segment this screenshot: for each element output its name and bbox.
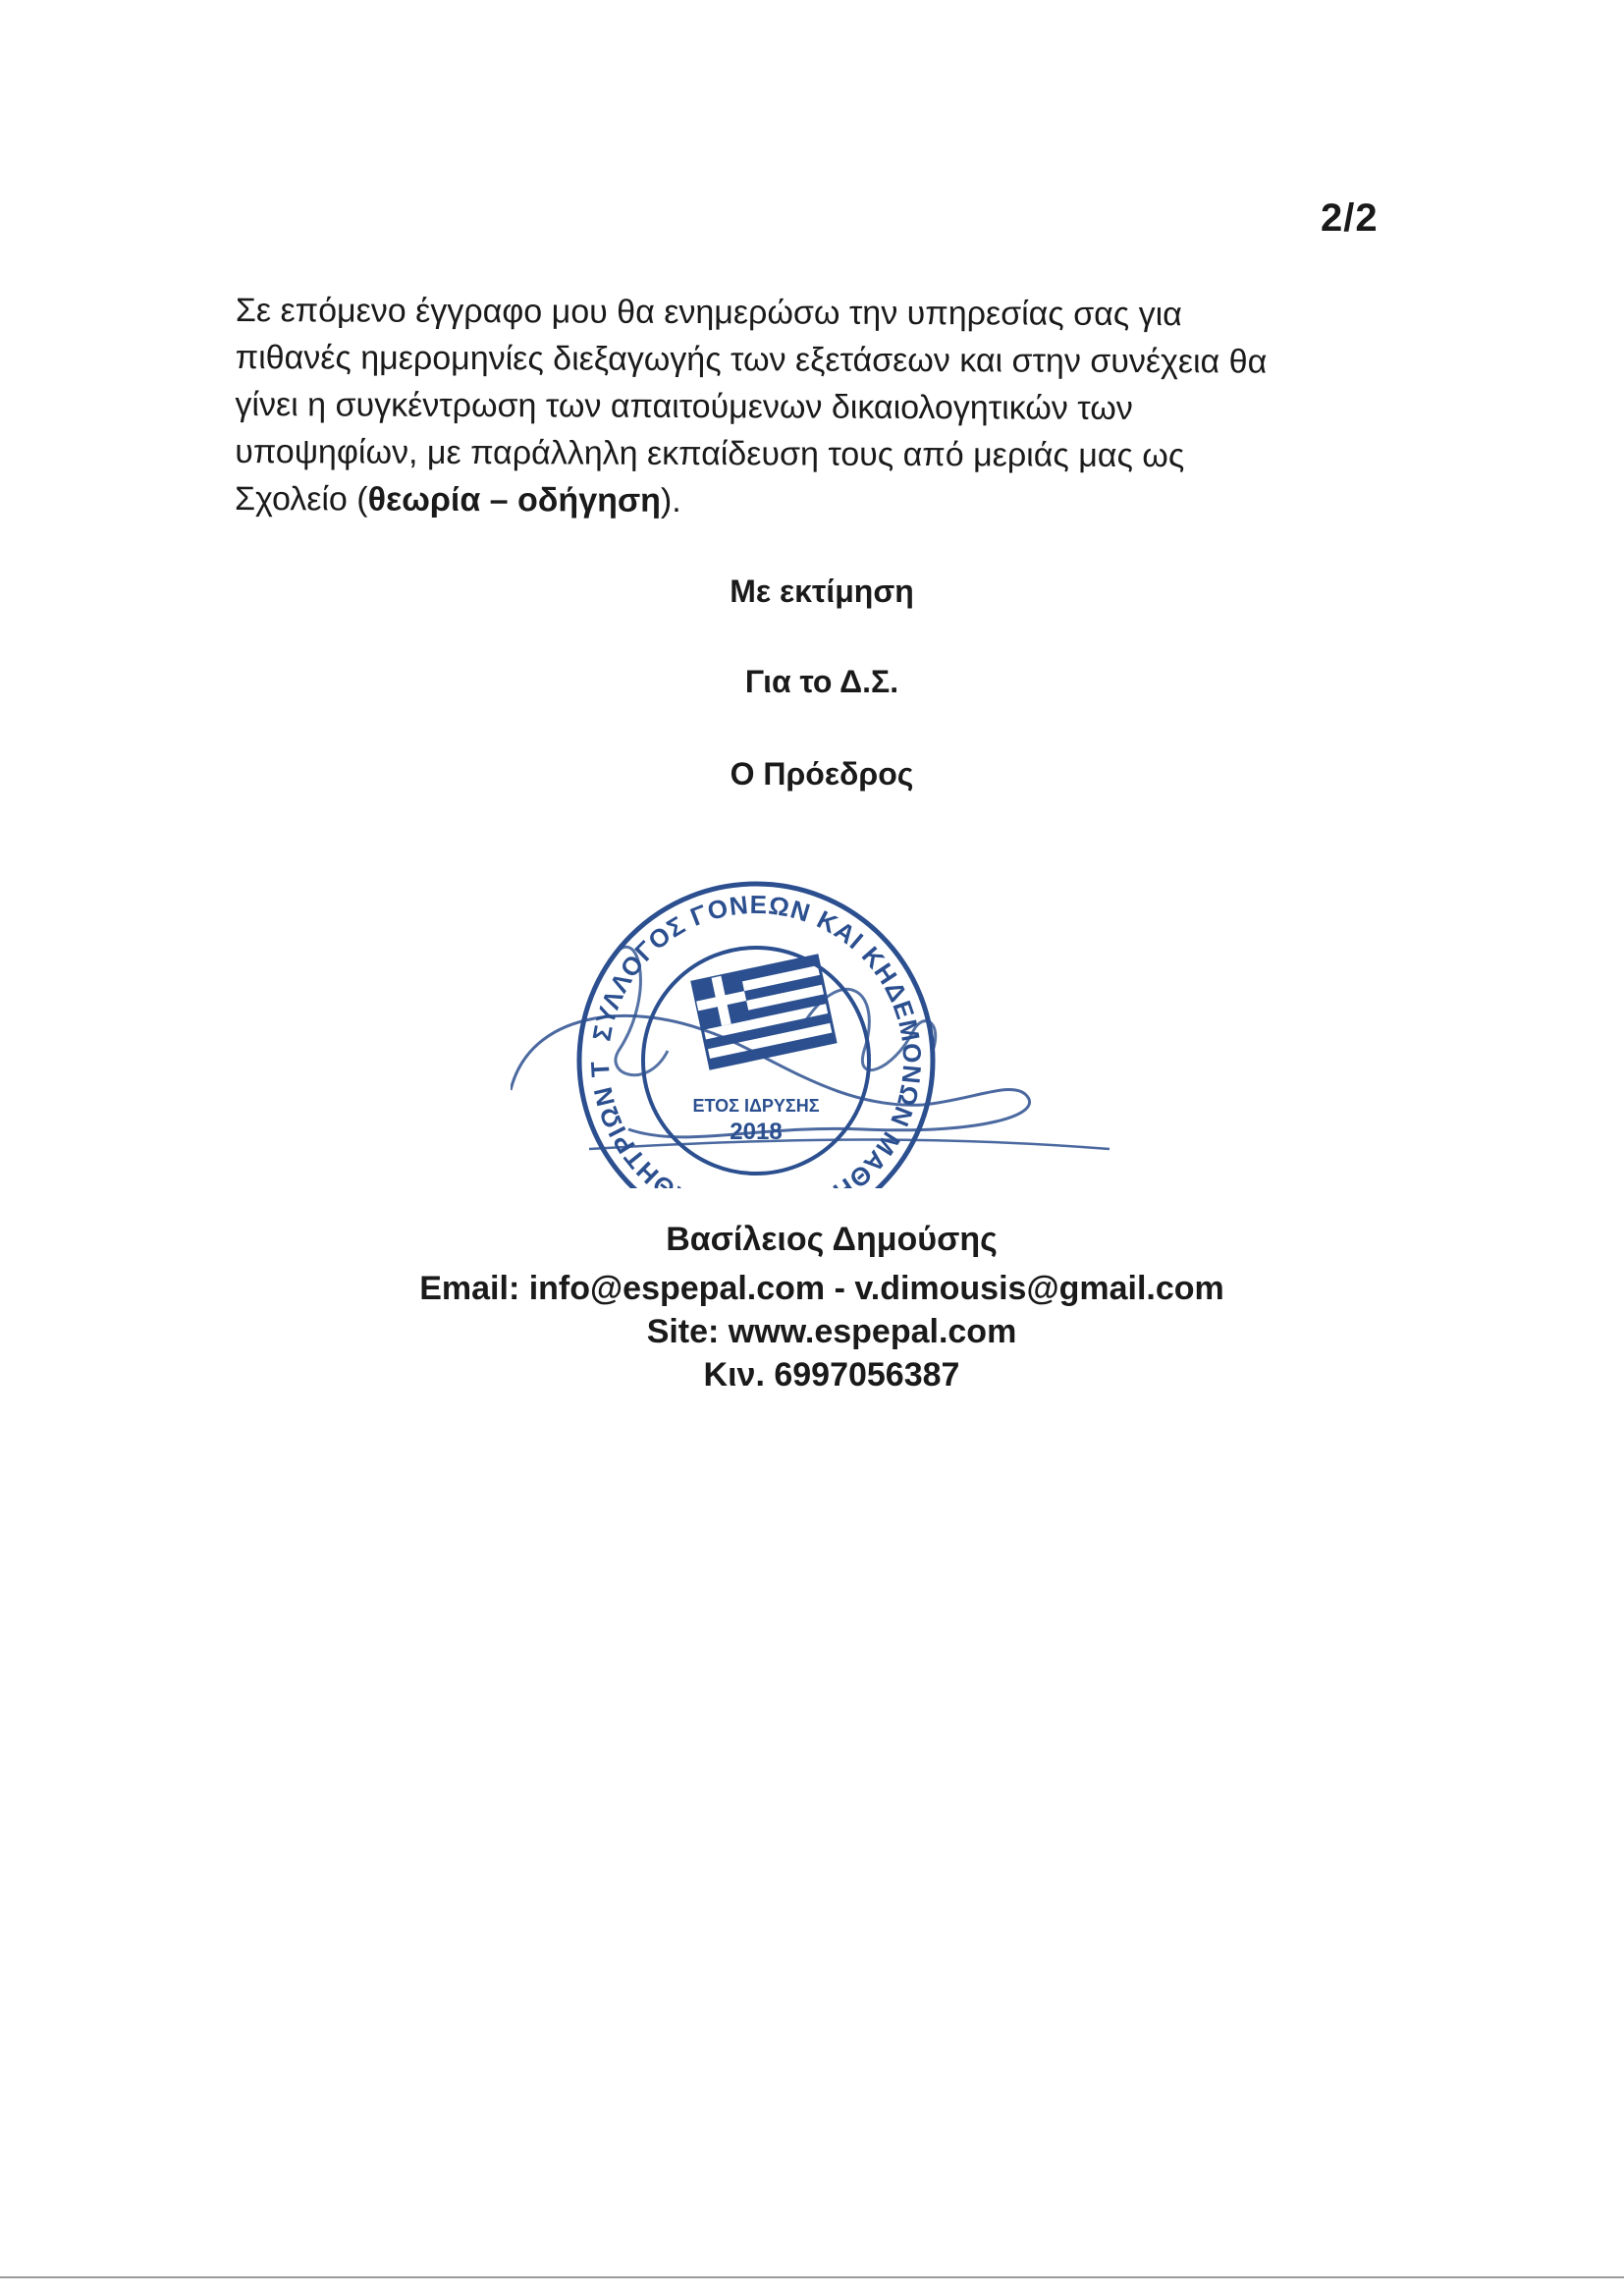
body-line-5-end: ). <box>660 481 681 519</box>
bottom-divider <box>0 2276 1624 2278</box>
body-line-5 <box>235 475 1374 527</box>
letter-body <box>235 287 1375 527</box>
stamp-outer-text: ΣΥΛΛΟΓΟΣ ΓΟΝΕΩΝ ΚΑΙ ΚΗΔΕΜΟΝΩΝ ΜΑΘ ΘΗΤΡΙΩΝ Τ <box>584 889 928 1188</box>
contact-site[interactable]: Site: www.espepal.com <box>646 1313 1017 1350</box>
stamp-inner-label: ΕΤΟΣ ΙΔΡΥΣΗΣ <box>692 1096 820 1116</box>
signature-underline <box>589 1140 1110 1149</box>
body-line-3: γίνει η συγκέντρωση των απαιτούμενων δικαιολογητικών των <box>235 385 1133 427</box>
contact-name: Βασίλειος Δημούσης <box>666 1221 998 1258</box>
stamp-seal-icon <box>511 854 1119 1188</box>
contact-mobile: Κιν. 6997056387 <box>703 1356 960 1394</box>
page-number: 2/2 <box>1321 196 1379 240</box>
closing-regards: Με εκτίμηση <box>730 574 914 609</box>
body-line-2: πιθανές ημερομηνίες διεξαγωγής των εξετάσεων και στην συνέχεια θα <box>235 338 1268 381</box>
stamp-flag-icon <box>692 956 836 1068</box>
stamp-and-signature <box>511 854 1119 1188</box>
closing-role: Ο Πρόεδρος <box>730 756 914 792</box>
closing-on-behalf: Για το Δ.Σ. <box>744 664 899 699</box>
stamp-inner-year: 2018 <box>730 1119 783 1145</box>
contact-email[interactable]: Email: info@espepal.com - v.dimousis@gmail.com <box>419 1270 1224 1307</box>
body-line-1: Σε επόμενο έγγραφο μου θα ενημερώσω την υπηρεσίας σας για <box>235 291 1182 334</box>
body-line-5-start: Σχολείο ( <box>234 479 368 519</box>
body-line-4: υποψηφίων, με παράλληλη εκπαίδευση τους από μεριάς μας ως <box>235 432 1185 475</box>
body-line-5-emphasis: θεωρία – οδήγηση <box>367 480 662 519</box>
